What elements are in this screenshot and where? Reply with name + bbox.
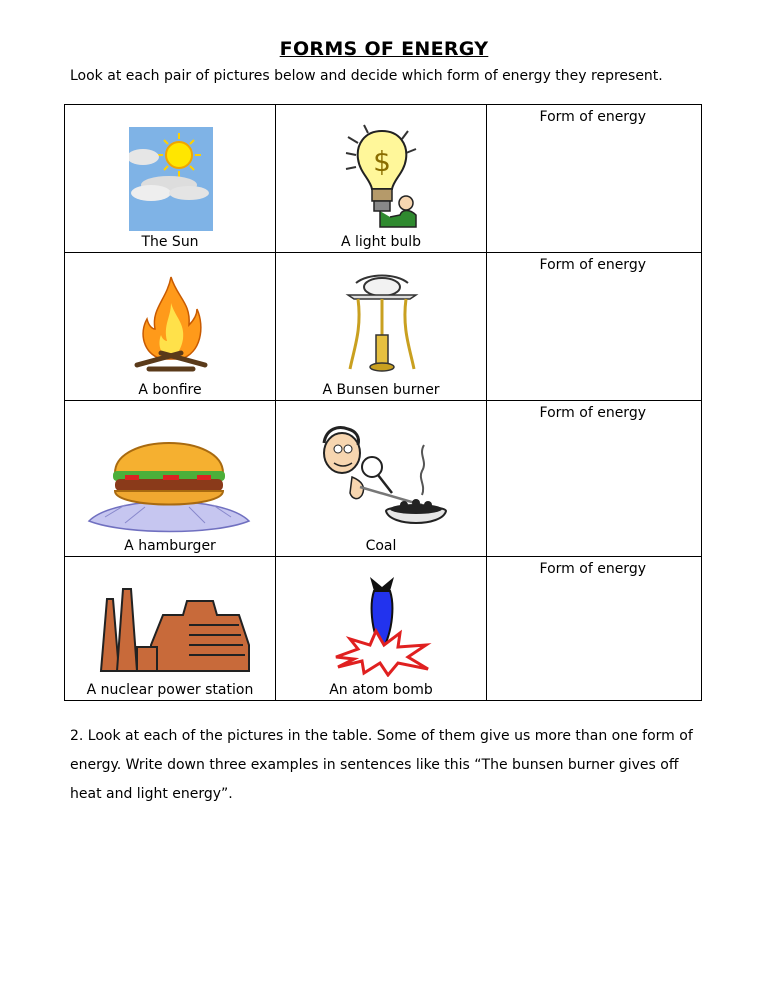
svg-text:$: $ — [373, 145, 391, 178]
table-cell — [276, 253, 487, 401]
table-cell — [65, 401, 276, 557]
power-station-icon — [93, 575, 253, 675]
question-2-text: 2. Look at each of the pictures in the table. Some of them give us more than one form of energy. Write down three examples in sentences like this “The bunsen burner gives off heat and light energy”. — [70, 728, 693, 802]
picture-caption: A nuclear power station — [86, 682, 254, 698]
table-row — [65, 557, 702, 701]
table-row — [65, 105, 702, 253]
intro-text: Look at each pair of pictures below and decide which form of energy they represent. — [70, 68, 663, 84]
form-of-energy-label: Form of energy — [539, 109, 646, 125]
table-cell — [65, 105, 276, 253]
page-title: FORMS OF ENERGY — [279, 38, 489, 60]
atom-bomb-icon — [330, 573, 434, 677]
answer-cell[interactable] — [487, 105, 702, 253]
table-cell — [65, 253, 276, 401]
energy-table — [64, 104, 702, 701]
table-cell — [276, 401, 487, 557]
table-row — [65, 253, 702, 401]
hamburger-icon — [85, 425, 253, 535]
bonfire-icon — [131, 273, 211, 373]
picture-caption: An atom bomb — [329, 682, 433, 698]
bunsen-burner-icon — [338, 269, 426, 375]
table-cell — [65, 557, 276, 701]
light-bulb-icon — [340, 123, 424, 233]
form-of-energy-label: Form of energy — [539, 405, 646, 421]
picture-caption: A hamburger — [124, 538, 216, 554]
answer-cell[interactable] — [487, 557, 702, 701]
picture-caption: A Bunsen burner — [322, 382, 440, 398]
answer-cell[interactable] — [487, 401, 702, 557]
coal-icon — [312, 415, 452, 533]
picture-caption: A light bulb — [340, 234, 422, 250]
picture-caption: The Sun — [141, 234, 199, 250]
picture-caption: Coal — [365, 538, 397, 554]
answer-cell[interactable] — [487, 253, 702, 401]
picture-caption: A bonfire — [138, 382, 202, 398]
form-of-energy-label: Form of energy — [539, 257, 646, 273]
form-of-energy-label: Form of energy — [539, 561, 646, 577]
sun-clouds-icon — [129, 127, 213, 231]
table-row — [65, 401, 702, 557]
table-cell — [276, 105, 487, 253]
table-cell — [276, 557, 487, 701]
